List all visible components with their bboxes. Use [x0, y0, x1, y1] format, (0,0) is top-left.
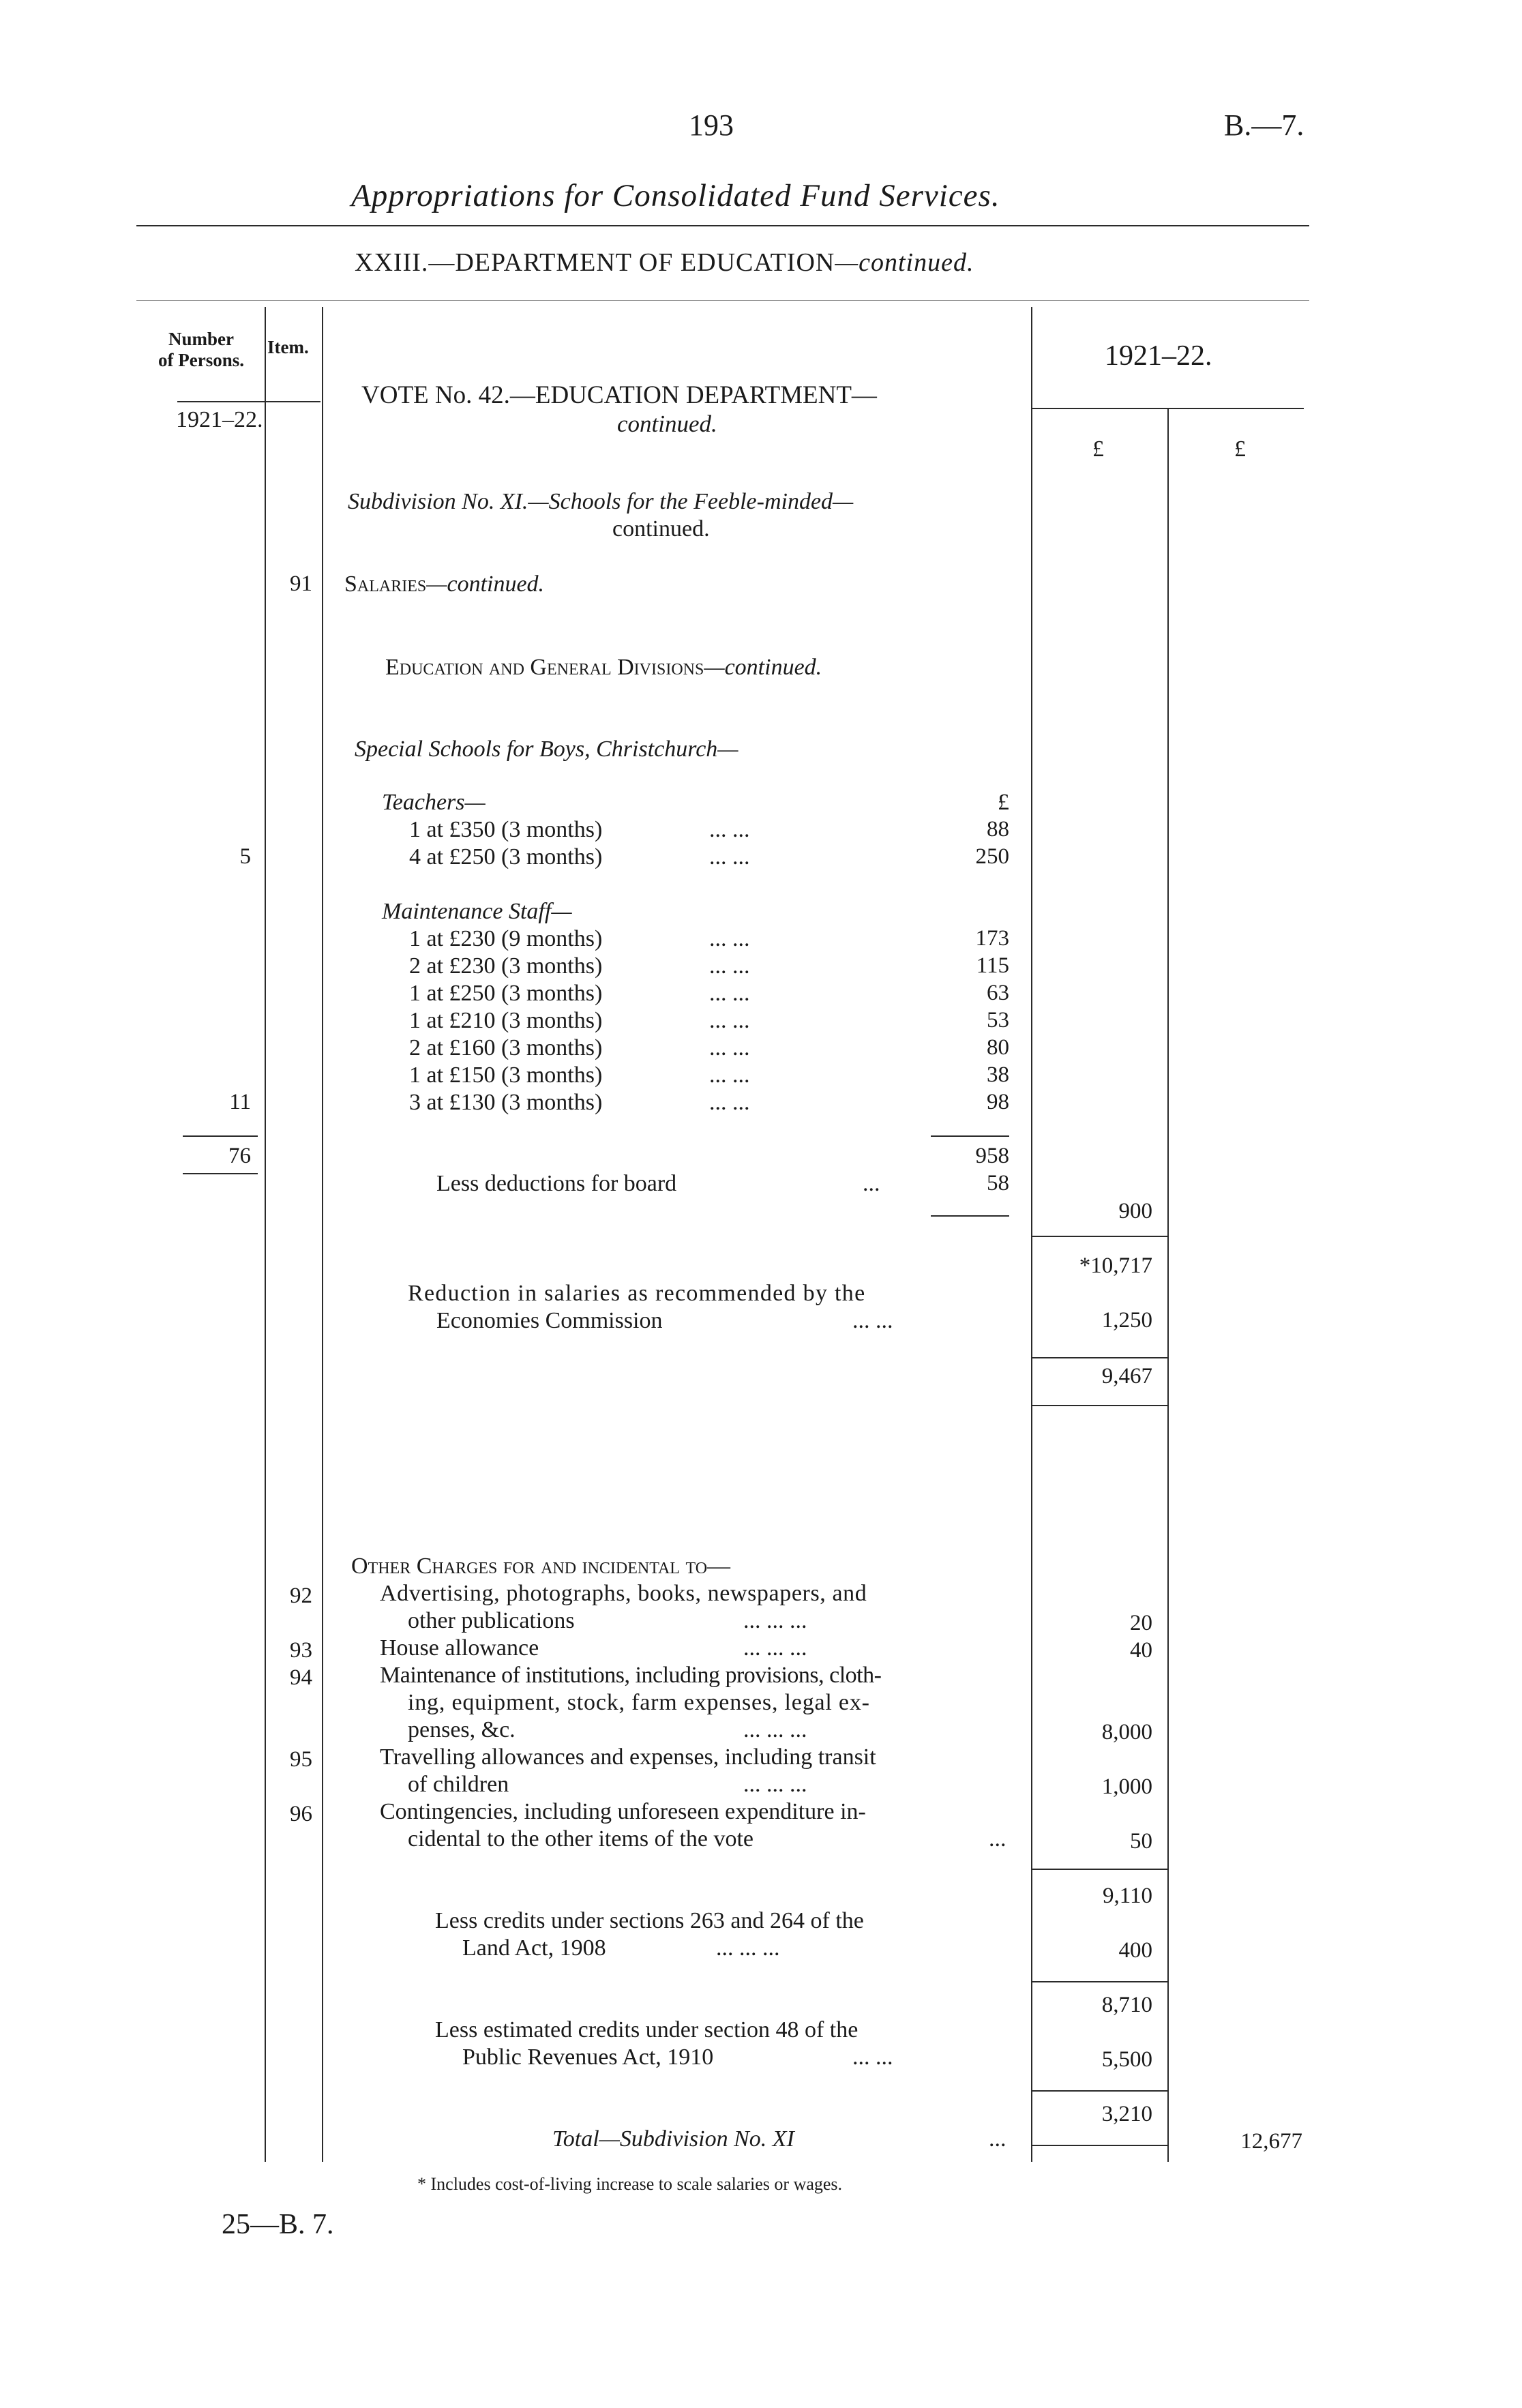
charge-dots: ...	[989, 1826, 1006, 1852]
public-revenues-dots: ... ...	[852, 2045, 893, 2070]
year-header-rule	[1031, 408, 1304, 409]
amount-col-left	[1031, 307, 1032, 2162]
maintenance-row-dots: ... ...	[709, 1090, 750, 1115]
persons-header-line1: Number	[168, 329, 234, 349]
public-revenues-rule	[1031, 2090, 1167, 2092]
maintenance-row-amount: 38	[987, 1062, 1009, 1087]
other-subtotal: 9,110	[1102, 1884, 1152, 1908]
maintenance-row-label: 1 at £150 (3 months)	[409, 1062, 603, 1088]
amount-col-mid	[1167, 409, 1169, 2162]
persons-header-rule	[177, 401, 320, 402]
less-board-rule	[931, 1215, 1009, 1217]
maintenance-row-label: 1 at £210 (3 months)	[409, 1008, 603, 1033]
pound-header-1: £	[1092, 436, 1104, 462]
other-charges-heading: Other Charges for and incidental to—	[351, 1554, 731, 1579]
maintenance-row-dots: ... ...	[709, 1062, 750, 1088]
reduction-rule	[1031, 1357, 1167, 1358]
charge-amount: 1,000	[1101, 1774, 1152, 1799]
page-number: 193	[689, 108, 734, 142]
charge-line: cidental to the other items of the vote	[408, 1826, 754, 1852]
persons-header	[140, 329, 263, 371]
maintenance-heading: Maintenance Staff—	[382, 899, 572, 924]
divisions-label: Education and General Divisions	[385, 655, 704, 680]
reduction-line2: Economies Commission	[436, 1308, 663, 1333]
maintenance-row-amount: 63	[987, 981, 1009, 1005]
persons-total-rule	[183, 1135, 258, 1137]
charge-line: ing, equipment, stock, farm expenses, legal ex-	[408, 1690, 870, 1715]
maintenance-row-dots: ... ...	[709, 1035, 750, 1060]
teacher-row-amount: 88	[987, 817, 1009, 842]
maintenance-row-label: 2 at £160 (3 months)	[409, 1035, 603, 1060]
other-subtotal-rule	[1031, 1869, 1167, 1870]
charge-line: penses, &c.	[408, 1717, 516, 1742]
year-header-left: 1921–22.	[176, 407, 263, 432]
item-number: 94	[290, 1665, 312, 1690]
land-act-dots: ... ... ...	[716, 1935, 780, 1961]
title-rule	[136, 225, 1309, 226]
maintenance-row-label: 1 at £250 (3 months)	[409, 981, 603, 1006]
charge-line: Maintenance of institutions, including provisions, cloth-	[380, 1663, 882, 1688]
vote-heading-cont: continued.	[617, 411, 717, 437]
department-rule	[136, 300, 1309, 301]
subdivision-heading: Subdivision No. XI.—Schools for the Feeble-minded—	[348, 489, 854, 514]
teacher-row-dots: ... ...	[709, 844, 750, 869]
maintenance-row-label: 1 at £230 (9 months)	[409, 926, 603, 951]
persons-total: 76	[228, 1144, 251, 1168]
maintenance-row-label: 3 at £130 (3 months)	[409, 1090, 603, 1115]
less-board-label: Less deductions for board	[436, 1171, 677, 1196]
total-label: Total—Subdivision No. XI	[552, 2126, 794, 2152]
maintenance-row-amount: 53	[987, 1008, 1009, 1032]
public-revenues-amount: 5,500	[1101, 2047, 1152, 2072]
page-title: Appropriations for Consolidated Fund Services.	[351, 178, 1000, 213]
salaries-heading	[344, 571, 544, 597]
public-revenues-line1: Less estimated credits under section 48 of the	[435, 2017, 859, 2042]
item-number: 96	[290, 1802, 312, 1826]
department-heading	[355, 248, 974, 278]
footnote: * Includes cost-of-living increase to scale salaries or wages.	[417, 2174, 843, 2194]
document-code: B.—7.	[1224, 108, 1304, 142]
maintenance-row-label: 2 at £230 (3 months)	[409, 953, 603, 979]
charge-dots: ... ... ...	[743, 1608, 807, 1633]
item-col-left	[265, 307, 266, 2162]
divisions-cont: —continued.	[704, 655, 822, 680]
charge-dots: ... ... ...	[743, 1717, 807, 1742]
maintenance-row-dots: ... ...	[709, 981, 750, 1006]
teacher-row-amount: 250	[975, 844, 1009, 869]
item-number: 92	[290, 1584, 312, 1608]
salary-subtotal: 958	[975, 1144, 1009, 1168]
item-header: Item.	[267, 337, 309, 357]
charge-amount: 8,000	[1101, 1720, 1152, 1744]
vote-heading: VOTE No. 42.—EDUCATION DEPARTMENT—	[361, 381, 877, 409]
reduction-amount: 1,250	[1101, 1308, 1152, 1333]
department-name: XXIII.—DEPARTMENT OF EDUCATION	[355, 248, 835, 277]
land-act-rule	[1031, 1981, 1167, 1982]
department-cont: —continued.	[835, 248, 974, 277]
maintenance-row-amount: 115	[976, 953, 1009, 978]
less-board-dots: ...	[863, 1171, 880, 1196]
persons-header-line2: of Persons.	[158, 350, 244, 370]
salaries-net-rule	[1031, 1405, 1167, 1406]
teacher-row-label: 4 at £250 (3 months)	[409, 844, 603, 869]
maintenance-row-dots: ... ...	[709, 953, 750, 979]
charge-amount: 50	[1130, 1829, 1152, 1854]
teacher-row-dots: ... ...	[709, 817, 750, 842]
total-dots: ...	[989, 2126, 1006, 2152]
other-net: 3,210	[1101, 2102, 1152, 2126]
charge-line: other publications	[408, 1608, 575, 1633]
item-number: 95	[290, 1747, 312, 1772]
teachers-heading: Teachers—	[382, 790, 486, 815]
salaries-total: *10,717	[1079, 1253, 1152, 1278]
land-act-line2: Land Act, 1908	[462, 1935, 606, 1961]
maintenance-row-amount: 173	[975, 926, 1009, 951]
land-act-line1: Less credits under sections 263 and 264 of the	[435, 1908, 864, 1933]
item-number: 93	[290, 1638, 312, 1663]
charge-amount: 20	[1130, 1611, 1152, 1635]
signature-mark: 25—B. 7.	[222, 2209, 334, 2240]
year-header-right: 1921–22.	[1105, 340, 1212, 372]
teachers-pound: £	[998, 790, 1009, 815]
charge-line: Contingencies, including unforeseen expenditure in-	[380, 1799, 866, 1824]
salary-subtotal-rule	[931, 1135, 1009, 1137]
item-col-right	[322, 307, 323, 2162]
salaries-label: Salaries	[344, 571, 427, 597]
pound-header-2: £	[1234, 436, 1246, 462]
charge-dots: ... ... ...	[743, 1772, 807, 1797]
charge-line: of children	[408, 1772, 509, 1797]
persons-total-rule-2	[183, 1173, 258, 1174]
maintenance-row-amount: 80	[987, 1035, 1009, 1060]
maintenance-row-dots: ... ...	[709, 1008, 750, 1033]
total-rule	[1031, 2145, 1167, 2146]
public-revenues-line2: Public Revenues Act, 1910	[462, 2045, 714, 2070]
maintenance-persons: 11	[229, 1090, 251, 1114]
maintenance-row-dots: ... ...	[709, 926, 750, 951]
charge-amount: 40	[1130, 1638, 1152, 1663]
maintenance-row-amount: 98	[987, 1090, 1009, 1114]
reduction-dots: ... ...	[852, 1308, 893, 1333]
net-salaries-rule	[1031, 1236, 1167, 1237]
charge-line: Travelling allowances and expenses, including transit	[380, 1744, 876, 1770]
less-board-amount: 58	[987, 1171, 1009, 1195]
reduction-line1: Reduction in salaries as recommended by the	[408, 1281, 866, 1306]
special-schools-heading: Special Schools for Boys, Christchurch—	[355, 737, 738, 762]
divisions-heading	[385, 655, 822, 681]
salaries-net: 9,467	[1101, 1364, 1152, 1388]
subdivision-cont: continued.	[612, 516, 710, 541]
after-land: 8,710	[1101, 1993, 1152, 2017]
item-number: 91	[290, 571, 312, 596]
charge-dots: ... ... ...	[743, 1635, 807, 1661]
charge-line: Advertising, photographs, books, newspapers, and	[380, 1581, 867, 1606]
salaries-cont: —continued.	[426, 571, 545, 597]
land-act-amount: 400	[1118, 1938, 1152, 1963]
charge-line: House allowance	[380, 1635, 539, 1661]
net-salaries: 900	[1118, 1199, 1152, 1223]
teacher-row-label: 1 at £350 (3 months)	[409, 817, 603, 842]
teachers-persons: 5	[239, 844, 251, 869]
total-amount: 12,677	[1240, 2129, 1302, 2154]
